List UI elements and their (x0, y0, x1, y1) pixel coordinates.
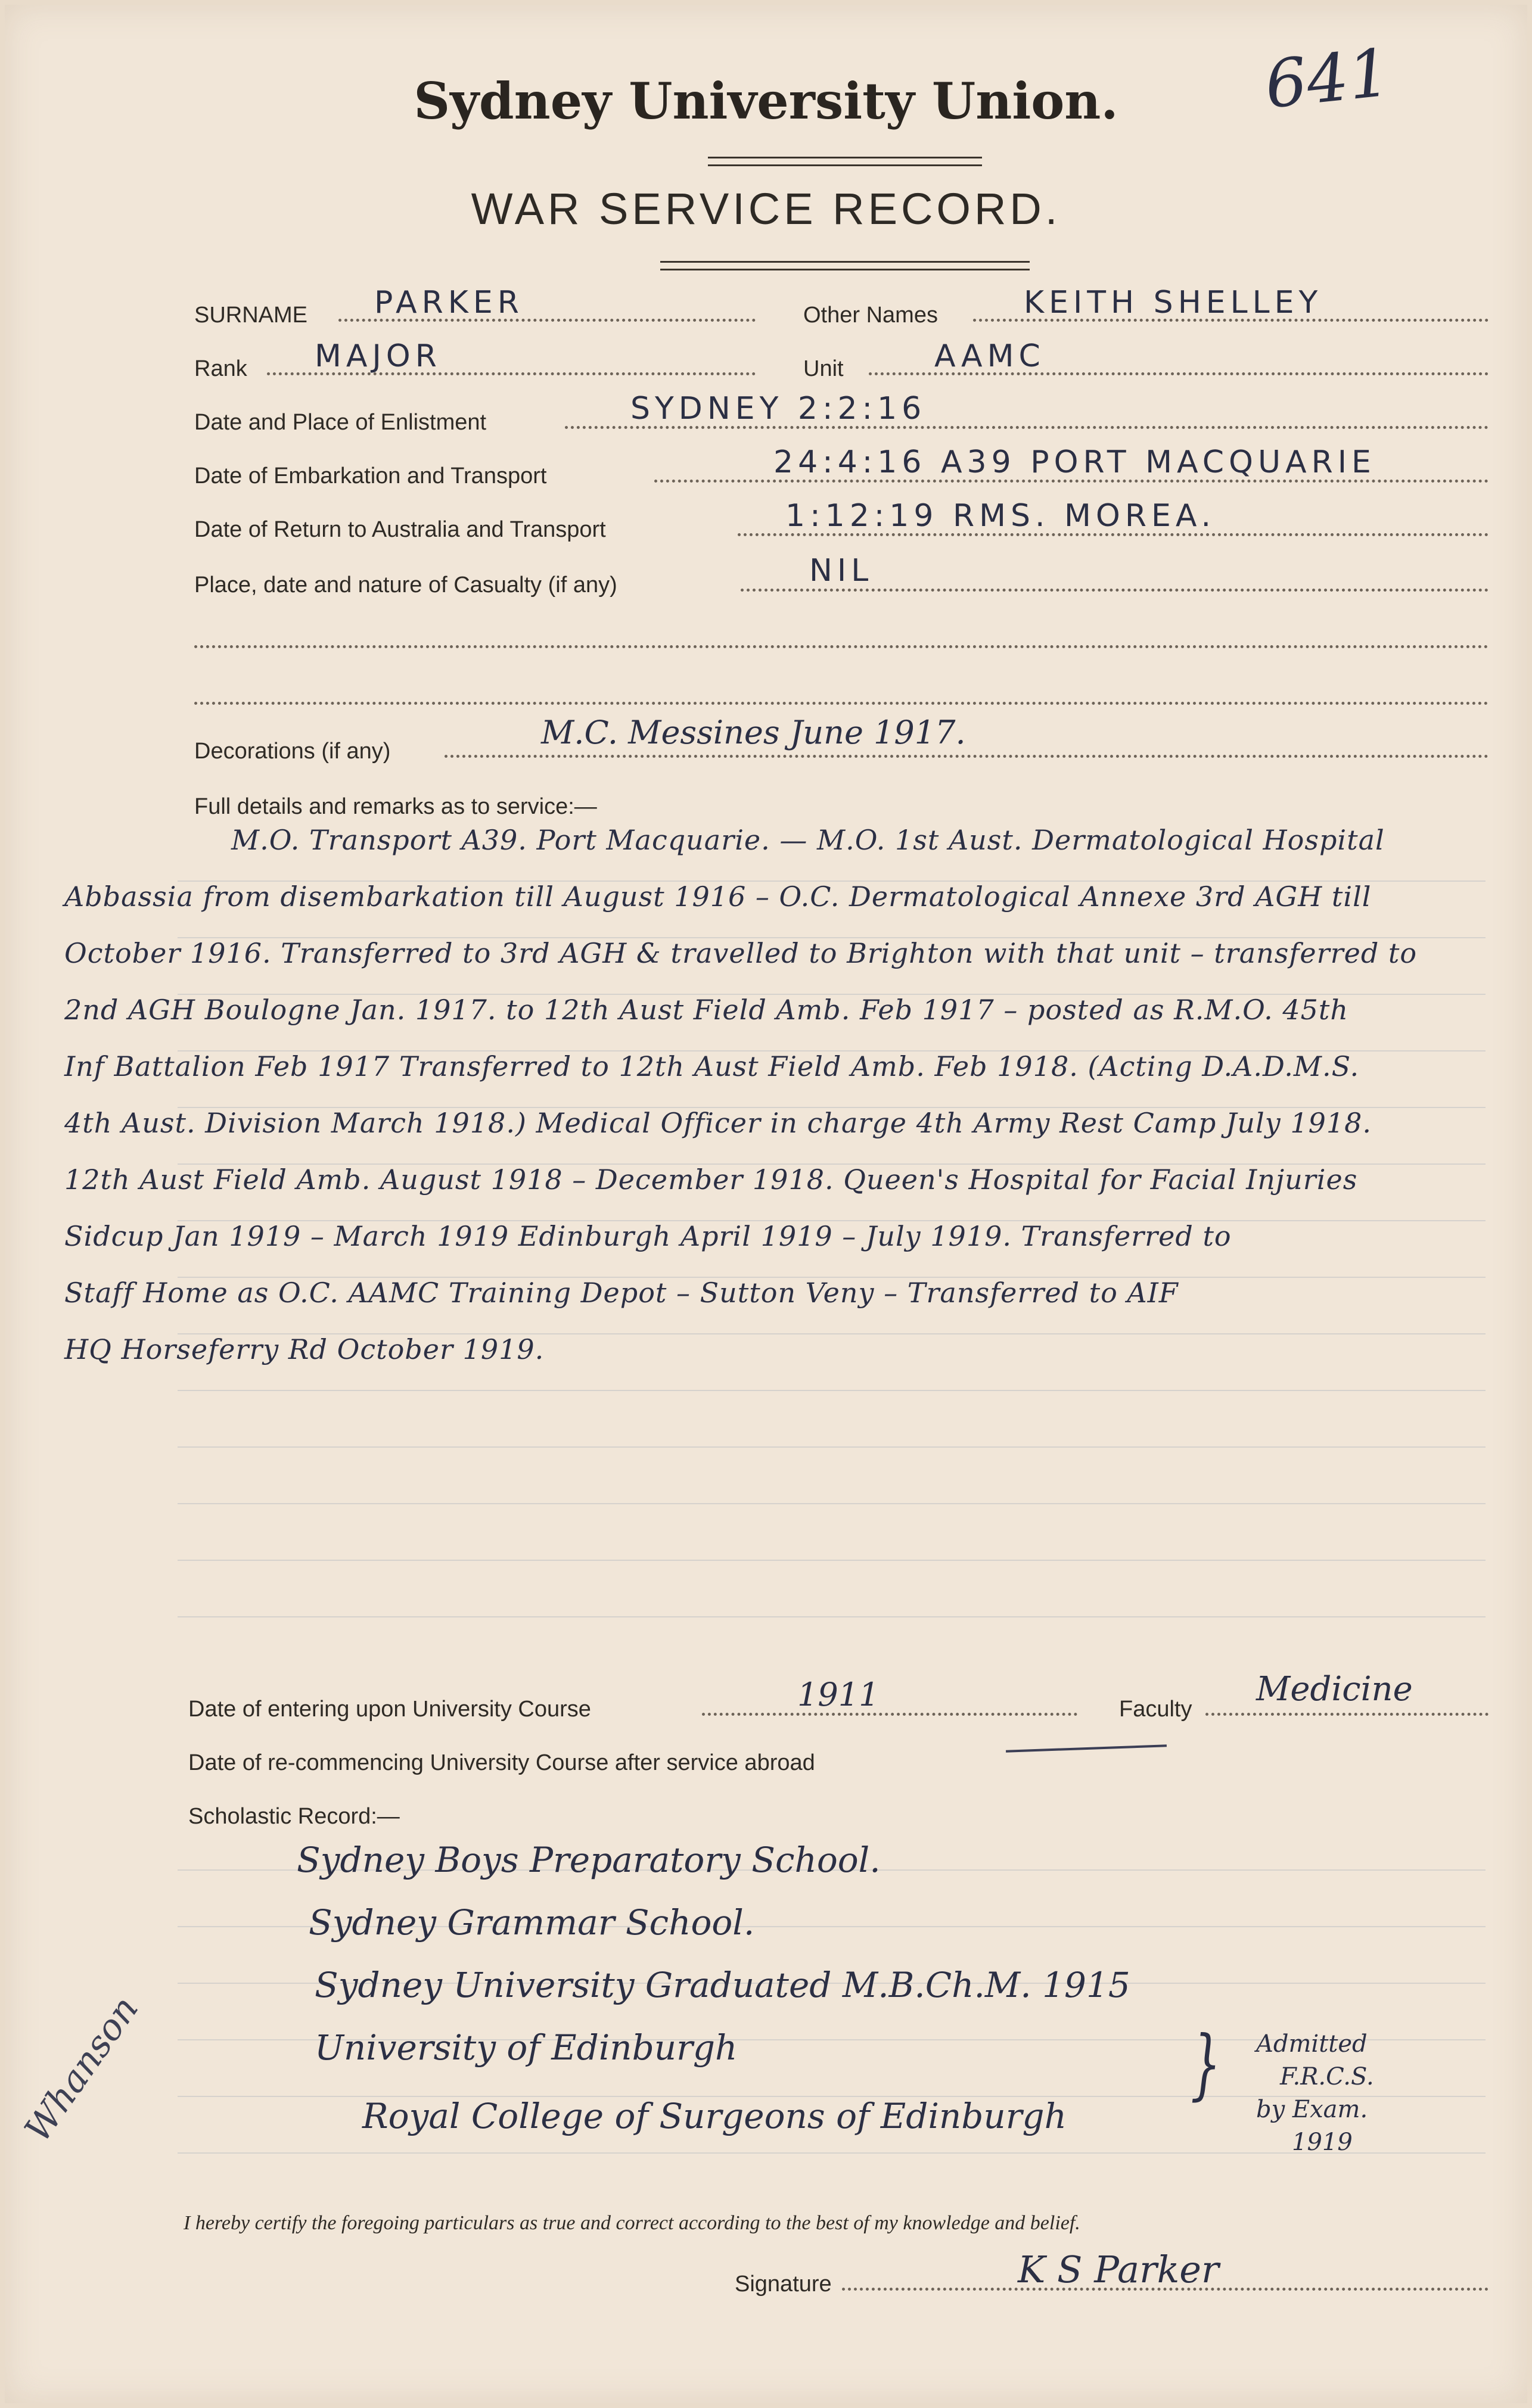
service-line: Sidcup Jan 1919 – March 1919 Edinburgh April 1919 – July 1919. Transferred to (64, 1220, 1232, 1252)
decorations-label: Decorations (if any) (194, 739, 391, 764)
scholastic-label: Scholastic Record:— (188, 1804, 400, 1829)
other-names-value: KEITH SHELLEY (1024, 285, 1323, 321)
service-line: October 1916. Transferred to 3rd AGH & travelled to Brighton with that unit – transferred to (64, 937, 1418, 969)
entering-line (702, 1713, 1077, 1716)
entering-value: 1911 (797, 1676, 880, 1713)
service-line: 4th Aust. Division March 1918.) Medical Officer in charge 4th Army Rest Camp July 1918. (64, 1107, 1372, 1139)
enlistment-label: Date and Place of Enlistment (194, 410, 487, 435)
entering-label: Date of entering upon University Course (188, 1697, 591, 1722)
bracket-note: by Exam. (1256, 2096, 1368, 2123)
recommencing-dash (1006, 1744, 1167, 1752)
service-line: HQ Horseferry Rd October 1919. (64, 1333, 545, 1365)
margin-initials: Whanson (17, 1989, 147, 2150)
faculty-label: Faculty (1119, 1697, 1192, 1722)
heading-underline (660, 261, 1030, 270)
bracket-note: Admitted (1256, 2030, 1368, 2058)
surname-label: SURNAME (194, 303, 308, 328)
service-label: Full details and remarks as to service:— (194, 794, 597, 819)
signature: K S Parker (1018, 2248, 1219, 2291)
surname-value: PARKER (374, 285, 524, 321)
scholastic-entry: Sydney Boys Preparatory School. (297, 1840, 881, 1880)
casualty-line (741, 589, 1489, 592)
embarkation-value: 24:4:16 A39 PORT MACQUARIE (773, 444, 1376, 480)
record-heading: WAR SERVICE RECORD. (471, 184, 1061, 234)
service-line: Inf Battalion Feb 1917 Transferred to 12th Aust Field Amb. Feb 1918. (Acting D.A.D.M.S. (64, 1050, 1360, 1082)
return-label: Date of Return to Australia and Transport (194, 517, 606, 542)
embarkation-label: Date of Embarkation and Transport (194, 463, 547, 489)
service-line: Abbassia from disembarkation till August 1916 – O.C. Dermatological Annexe 3rd AGH till (64, 881, 1372, 913)
faculty-value: Medicine (1256, 1670, 1413, 1709)
service-line: 2nd AGH Boulogne Jan. 1917. to 12th Aust Field Amb. Feb 1917 – posted as R.M.O. 45th (64, 994, 1349, 1026)
casualty-line-3 (194, 702, 1489, 705)
faculty-line (1205, 1713, 1489, 1716)
scholastic-entry: Sydney Grammar School. (309, 1902, 755, 1943)
casualty-line-2 (194, 645, 1489, 648)
bracket-glyph: } (1191, 2020, 1221, 2108)
rank-label: Rank (194, 356, 247, 381)
record-sheet (5, 5, 1527, 2403)
scholastic-entry: University of Edinburgh (315, 2027, 738, 2068)
bracket-note: F.R.C.S. (1280, 2063, 1374, 2090)
return-value: 1:12:19 RMS. MOREA. (785, 498, 1216, 534)
service-line: 12th Aust Field Amb. August 1918 – December 1918. Queen's Hospital for Facial Injuries (64, 1163, 1358, 1196)
record-number: 641 (1261, 34, 1394, 123)
decorations-value: M.C. Messines June 1917. (541, 714, 966, 751)
enlistment-value: SYDNEY 2:2:16 (630, 391, 927, 427)
decorations-line (445, 755, 1489, 758)
recommencing-label: Date of re-commencing University Course after service abroad (188, 1750, 815, 1775)
scholastic-entry: Royal College of Surgeons of Edinburgh (362, 2096, 1067, 2136)
service-line: Staff Home as O.C. AAMC Training Depot – Sutton Veny – Transferred to AIF (64, 1277, 1179, 1309)
signature-label: Signature (735, 2272, 832, 2297)
union-title: Sydney University Union. (414, 71, 1118, 130)
service-line: M.O. Transport A39. Port Macquarie. — M.O. 1st Aust. Dermatological Hospital (231, 824, 1385, 856)
title-underline (708, 157, 982, 166)
bracket-note: 1919 (1292, 2129, 1353, 2156)
scholastic-entry: Sydney University Graduated M.B.Ch.M. 1915 (315, 1965, 1130, 2005)
unit-value: AAMC (934, 338, 1045, 374)
unit-label: Unit (803, 356, 844, 381)
certification-text: I hereby certify the foregoing particulars as true and correct according to the best of my knowledge and belief. (184, 2212, 1080, 2234)
casualty-label: Place, date and nature of Casualty (if any) (194, 573, 617, 598)
rank-value: MAJOR (315, 338, 442, 374)
casualty-value: NIL (809, 553, 874, 589)
other-names-label: Other Names (803, 303, 938, 328)
